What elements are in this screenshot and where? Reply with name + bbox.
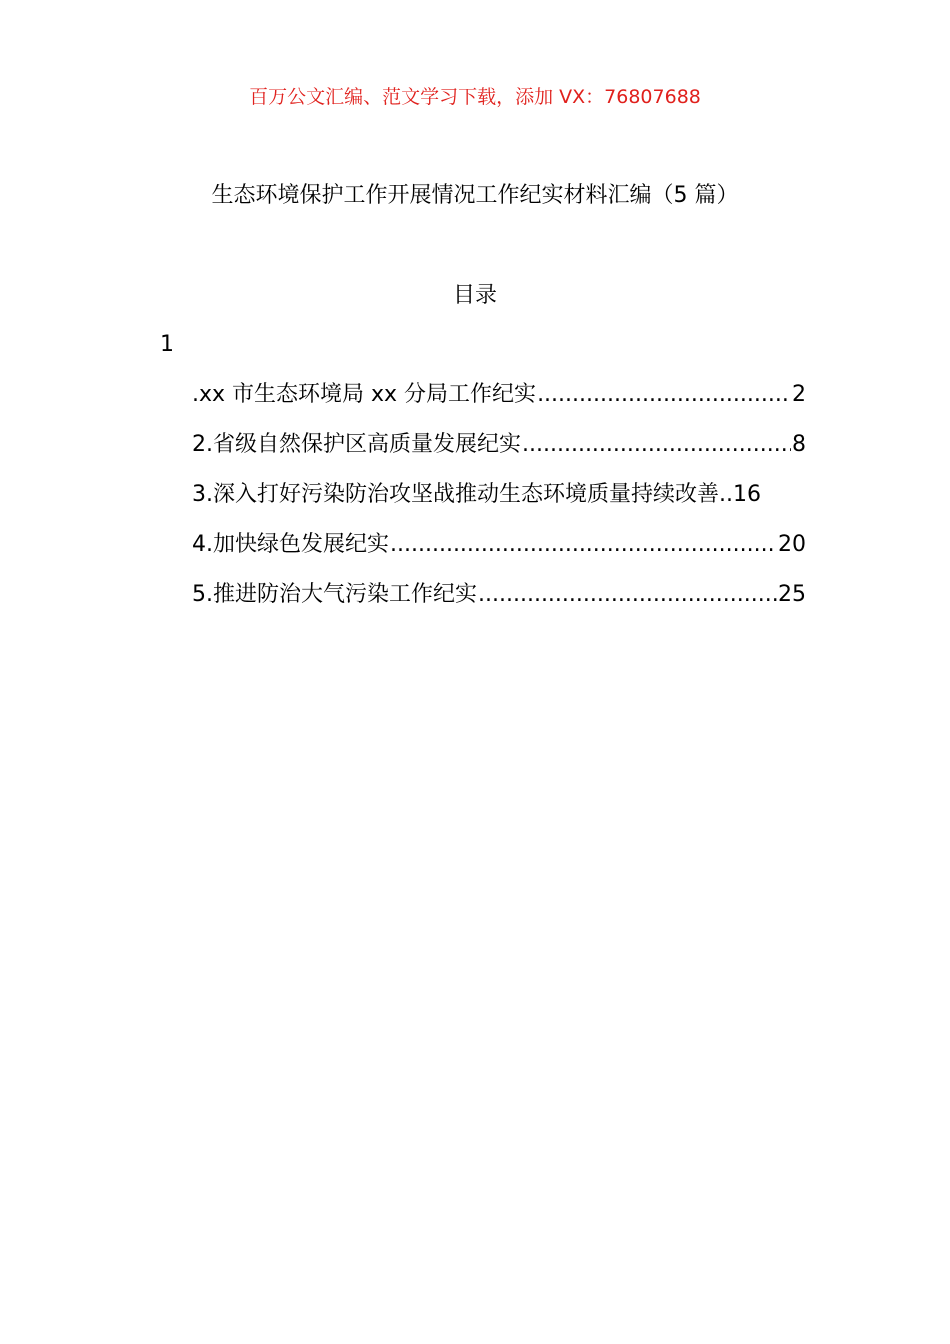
toc-entry-label: 3.深入打好污染防治攻坚战推动生态环境质量持续改善. — [192, 482, 726, 507]
toc-entry-label: 4.加快绿色发展纪实 — [192, 532, 389, 557]
toc-entry-1[interactable] — [192, 380, 806, 430]
toc-entry-2[interactable] — [192, 430, 806, 480]
toc-dot-leader — [537, 380, 791, 410]
toc-heading: 目录 — [452, 283, 497, 308]
toc-dot-leader — [478, 580, 777, 610]
header-banner: 百万公文汇编、范文学习下载，添加 VX：76807688 — [249, 86, 701, 108]
toc-entry-page: 25 — [778, 582, 806, 607]
table-of-contents — [192, 380, 806, 630]
toc-entry-label: 5.推进防治大气污染工作纪实 — [192, 582, 477, 607]
toc-entry-3[interactable] — [192, 480, 806, 530]
toc-entry-page: 2 — [792, 382, 806, 407]
toc-entry-label: 2.省级自然保护区高质量发展纪实 — [192, 432, 521, 457]
toc-dot-leader — [390, 530, 777, 560]
stray-number: 1 — [160, 332, 174, 357]
toc-entry-page: 8 — [792, 432, 806, 457]
toc-entry-label: .xx 市生态环境局 xx 分局工作纪实 — [192, 382, 537, 407]
toc-dot-leader — [522, 430, 791, 460]
toc-entry-5[interactable] — [192, 580, 806, 630]
toc-entry-page: .16 — [726, 482, 761, 507]
toc-entry-4[interactable] — [192, 530, 806, 580]
toc-entry-page: 20 — [778, 532, 806, 557]
document-title: 生态环境保护工作开展情况工作纪实材料汇编（5 篇） — [211, 183, 739, 208]
